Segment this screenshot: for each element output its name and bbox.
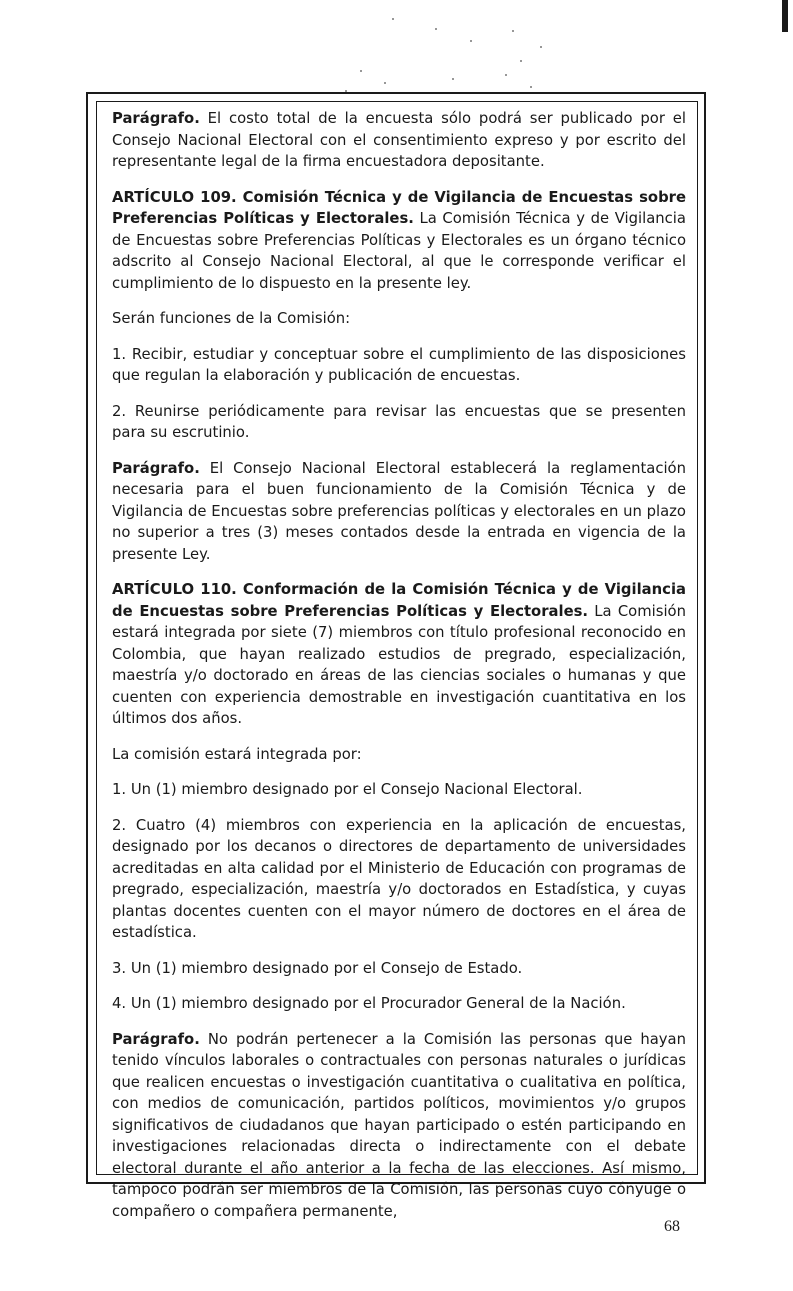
functions-intro: Serán funciones de la Comisión: <box>112 310 351 327</box>
articulo-109-heading: ARTÍCULO 109. Comisión Técnica y de Vigilancia de Encuestas sobre Preferencias Políticas y Electorales. <box>112 188 686 227</box>
function-item-2: 2. Reunirse periódicamente para revisar las encuestas que se presenten para su escrutinio. <box>112 402 686 441</box>
function-item-1: 1. Recibir, estudiar y conceptuar sobre el cumplimiento de las disposiciones que regulan la elaboración y publicación de encuestas. <box>112 345 686 384</box>
paragrafo-inhabilidades: Parágrafo. No podrán pertenecer a la Comisión las personas que hayan tenido vínculos laborales o contractuales con personas naturales o jurídicas que realicen encuestas o investigación cuantitativa o cualitativa en política, con medios de comunicación, partidos políticos, movimientos y/o grupos significativos de ciudadanos que hayan participado o estén participando en investigaciones relacionadas directa o indirectamente con el debate electoral durante el año anterior a la fecha de las elecciones. Así mismo, tampoco podrán ser miembros de la Comisión, las personas cuyo cónyuge o compañero o compañera permanente, <box>112 1030 686 1220</box>
member-item-1: 1. Un (1) miembro designado por el Consejo Nacional Electoral. <box>112 781 583 798</box>
articulo-110: ARTÍCULO 110. Conformación de la Comisión Técnica y de Vigilancia de Encuestas sobre Preferencias Políticas y Electorales. La Comisión estará integrada por siete (7) miembros con título profesional reconocido en Colombia, que hayan realizado estudios de pregrado, especialización, maestría y/o doctorado en áreas de las ciencias sociales o humanas y que cuenten con experiencia demostrable en investigación cuantitativa en los últimos dos años. <box>112 581 686 727</box>
scan-edge-mark <box>782 0 788 32</box>
page-number: 68 <box>664 1218 680 1235</box>
member-item-4: 4. Un (1) miembro designado por el Procurador General de la Nación. <box>112 995 626 1012</box>
paragrafo-costo: Parágrafo. El costo total de la encuesta sólo podrá ser publicado por el Consejo Nacional Electoral con el consentimiento expreso y por escrito del representante legal de la firma encuestadora depositante. <box>112 110 686 170</box>
members-intro: La comisión estará integrada por: <box>112 745 362 763</box>
document-body <box>112 108 686 1236</box>
paragrafo-reglamentacion: Parágrafo. El Consejo Nacional Electoral establecerá la reglamentación necesaria para el buen funcionamiento de la Comisión Técnica y de Vigilancia de Encuestas sobre preferencias políticas y electorales en un plazo no superior a tres (3) meses contados desde la entrada en vigencia de la presente Ley. <box>112 459 686 563</box>
member-item-2: 2. Cuatro (4) miembros con experiencia en la aplicación de encuestas, designado por los decanos o directores de departamento de universidades acreditadas en alta calidad por el Ministerio de Educación con programas de pregrado, especialización, maestría y/o doctorados en Estadística, y cuyas plantas docentes cuenten con el mayor número de doctores en el área de estadística. <box>112 816 686 941</box>
articulo-109: ARTÍCULO 109. Comisión Técnica y de Vigilancia de Encuestas sobre Preferencias Políticas y Electorales. La Comisión Técnica y de Vigilancia de Encuestas sobre Preferencias Políticas y Electorales es un órgano técnico adscrito al Consejo Nacional Electoral, al que le corresponde verificar el cumplimiento de lo dispuesto en la presente ley. <box>112 188 686 292</box>
articulo-110-heading: ARTÍCULO 110. Conformación de la Comisión Técnica y de Vigilancia de Encuestas sobre Preferencias Políticas y Electorales. <box>112 581 686 620</box>
member-item-3: 3. Un (1) miembro designado por el Consejo de Estado. <box>112 959 523 977</box>
